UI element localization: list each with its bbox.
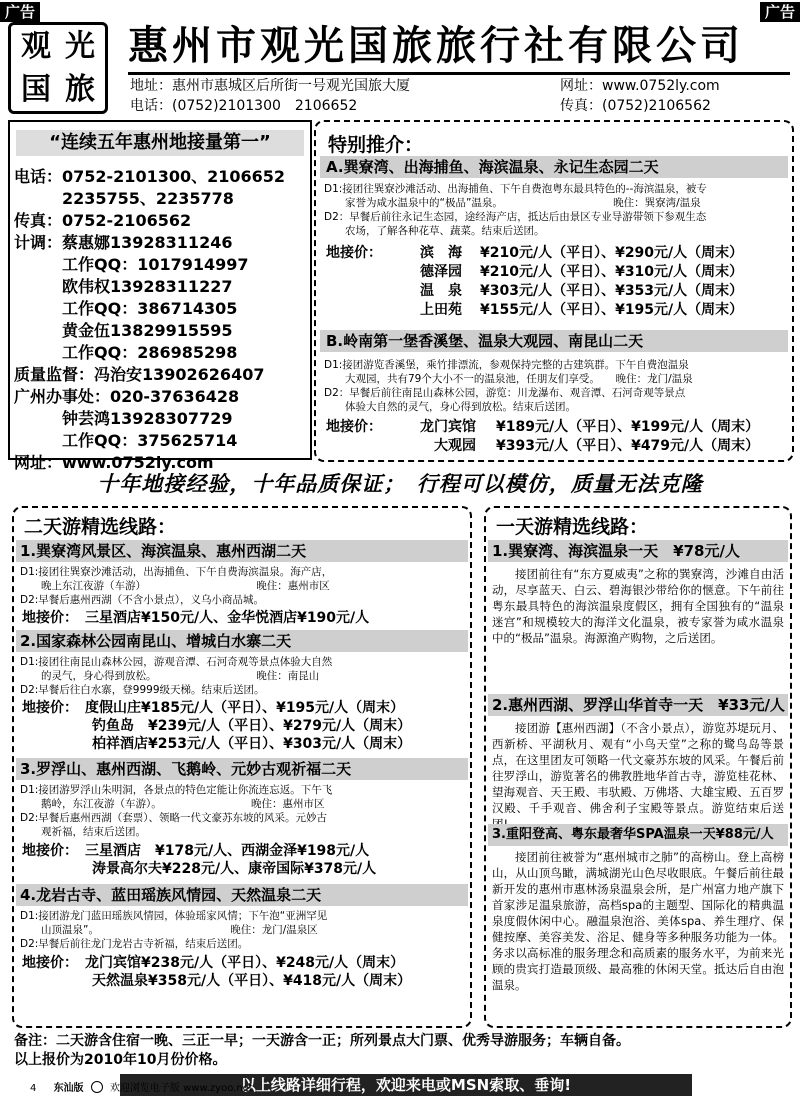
page-footer — [30, 1081, 253, 1096]
company-address: 地址：惠州市惠城区后所街一号观光国旅大厦 — [130, 78, 410, 94]
one-day-tours — [484, 506, 792, 1028]
route-a-title: A.巽寮湾、出海捕鱼、海滨温泉、永记生态园二天 — [320, 156, 788, 178]
contact-line: 黄金伍13829915595 — [14, 321, 233, 340]
special-recommendation — [314, 120, 794, 462]
two-day-route-desc: D1:接团游罗浮山朱明洞，各景点的特色定能让你流连忘返。下午飞 鹅岭，东江夜游（车游）。 晚住：惠州市区 D2:早餐后惠州西湖（套票）、领略一代文豪苏东坡的风采。元妙古 观祈福，结束后送团。 — [20, 784, 333, 838]
contact-line: 广州办事处：020-37636428 — [14, 387, 240, 406]
route-a-prices: 地接价： 滨 海 ¥210元/人（平日）、¥290元/人（周末） 德泽园 ¥210元/人（平日）、¥310元/人（周末） 温 泉 ¥303元/人（平日）、¥353元/人（周末） 上田苑 ¥155元/人（平日）、¥195元/人（周末） — [326, 245, 744, 318]
contact-line: 计调：蔡惠娜13928311246 — [14, 233, 233, 252]
two-day-route-title: 3.罗浮山、惠州西湖、飞鹅岭、元妙古观祈福二天 — [16, 758, 468, 780]
two-day-route-desc: D1:接团游龙门蓝田瑶族风情园，体验瑶家风情；下午泡“亚洲罕见 山顶温泉”。 晚住：龙门/温泉区 D2:早餐后前往龙门龙岩古寺祈福，结束后送团。 — [20, 910, 328, 950]
route-b-desc: D1:接团游览香溪堡，乘竹排漂流，参观保持完整的古建筑群。下午自费泡温泉 大观园，共有79个大小不一的温泉池，任朋友们享受。 晚住：龙门/温泉 D2：早餐后前往南昆山森林公园，游览：川龙瀑布、观音潭、石河奇观等景点 体验大自然的灵气，身心得到放松。结束后送团。 — [324, 359, 693, 413]
contact-panel — [8, 120, 312, 472]
contact-line: 工作QQ：1017914997 — [14, 255, 249, 274]
one-day-route-desc: 接团前往有“东方夏威夷”之称的巽寮湾，沙滩自由活动，尽享蓝天、白云、碧海银沙带给你的惬意。下午前往粤东最具特色的海滨温泉度假区，拥有全国独有的“温泉迷宫”和规模较大的海洋文化温泉，被专家誉为咸水温泉中的“极品”温泉。海源渔产购物，之后送团。 — [492, 567, 784, 645]
one-day-route-desc: 接团前往被誉为“惠州城市之肺”的高榜山。登上高榜山，从山顶鸟瞰，满城湖光山色尽收眼底。午餐后前往最新开发的惠州市惠林汤泉温泉会所，是广州富力地产旗下首家涉足温泉旅游，高档spa的主题型、国际化的精典温泉度假休闲中心。融温泉泡浴、美体spa、养生理疗、保健按摩、美容美发、浴足、健身等多种服务功能为一体。务求以高标准的服务理念和高质素的服务水平，为前来光顾的贵宾打造最顶级、最高雅的休闲天堂。抵达后自由泡温泉。 — [492, 850, 784, 992]
contact-line: 工作QQ：286985298 — [14, 343, 238, 362]
company-fax: 传真：(0752)2106562 — [560, 98, 711, 114]
contact-line: 2235755、2235778 — [14, 189, 234, 208]
slogan: “连续五年惠州地接量第一” — [16, 130, 304, 156]
contact-line: 欧伟权13928311227 — [14, 277, 233, 296]
two-day-route-title: 1.巽寮湾风景区、海滨温泉、惠州西湖二天 — [16, 540, 468, 562]
company-phone: 电话：(0752)2101300 2106652 — [130, 98, 358, 114]
two-day-tours — [12, 506, 472, 1028]
one-day-route-title: 3.重阳登高、粤东最奢华SPA温泉一天¥88元/人 — [488, 824, 788, 846]
contact-line: 钟芸鸿13928307729 — [14, 409, 233, 428]
edition-label: 东汕版 — [53, 1083, 84, 1094]
one-day-title: 一天游精选线路： — [496, 516, 649, 538]
company-name: 惠州市观光国旅旅行社有限公司 — [128, 23, 744, 69]
footer-bar: 以上线路详细行程，欢迎来电或MSN索取、垂询! — [120, 1074, 692, 1096]
slogan-banner: 十年地接经验，十年品质保证； 行程可以模仿，质量无法克隆 — [97, 472, 703, 496]
contact-line: 工作QQ：375625714 — [14, 431, 238, 450]
contact-line: 传真：0752-2106562 — [14, 211, 192, 230]
two-day-title: 二天游精选线路： — [24, 516, 177, 538]
contact-lines — [14, 166, 308, 474]
company-website[interactable]: 网址：www.0752ly.com — [560, 78, 720, 94]
two-day-route-title: 4.龙岩古寺、蓝田瑶族风情园、天然温泉二天 — [16, 884, 468, 906]
one-day-route-title: 2.惠州西湖、罗浮山华首寺一天 ¥33元/人 — [488, 694, 788, 716]
header-divider — [128, 72, 790, 75]
two-day-route-desc: D1:接团往南昆山森林公园，游观音潭、石河奇观等景点体验大自然 的灵气，身心得到放松。 晚住：南昆山 D2:早餐后往白水寨，登9999级天梯。结束后送团。 — [20, 656, 333, 696]
two-day-route-desc: D1:接团往巽寮沙滩活动，出海捕鱼、下午自费海滨温泉。海产店， 晚上东江夜游（车游） 晚住：惠州市区 D2:早餐后惠州西湖（不含小景点），义乌小商品城。 — [20, 566, 333, 606]
contact-line: 网址：www.0752ly.com — [14, 453, 214, 472]
price-note: 备注：二天游含住宿一晚、三正一早；一天游含一正；所列景点大门票、优秀导游服务；车辆自备。 以上报价为2010年10月份价格。 — [14, 1033, 630, 1068]
contact-line: 工作QQ：386714305 — [14, 299, 238, 318]
two-day-route-prices: 地接价： 龙门宾馆¥238元/人（平日）、¥248元/人（周末） 天然温泉¥358元/人（平日）、¥418元/人（周末） — [22, 955, 412, 989]
special-title: 特别推介： — [328, 134, 424, 156]
page-number: 4 — [30, 1083, 37, 1094]
two-day-route-prices: 地接价： 度假山庄¥185元/人（平日）、¥195元/人（周末） 钓鱼岛 ¥239元/人（平日）、¥279元/人（周末） 柏祥酒店¥253元/人（平日）、¥303元/人（周末） — [22, 700, 412, 752]
contact-line: 电话：0752-2101300、2106652 — [14, 167, 286, 186]
two-day-route-title: 2.国家森林公园南昆山、增城白水寨二天 — [16, 630, 468, 652]
company-seal-logo: 观 光 国 旅 — [8, 22, 108, 114]
browse-link[interactable]: 欢迎浏览电子版 www.zyoo.net — [109, 1083, 253, 1094]
route-a-desc: D1:接团往巽寮沙滩活动、出海捕鱼、下午自费泡粤东最具特色的--海滨温泉，被专 家誉为咸水温泉中的“极品”温泉。 晚住：巽寮湾/温泉 D2：早餐后前往永记生态园，途经海产店，抵达后由景区专业导游带领下参观生态 农场，了解各种花草、蔬菜。结束后送团。 — [324, 183, 707, 237]
ad-tag-left: 广告 — [0, 2, 40, 22]
two-day-route-prices: 地接价： 三星酒店¥150元/人、金华悦酒店¥190元/人 — [22, 610, 370, 626]
two-day-route-prices: 地接价： 三星酒店 ¥178元/人、西湖金泽¥198元/人 涛景高尔夫¥228元/人、康帝国际¥378元/人 — [22, 843, 377, 877]
one-day-route-title: 1.巽寮湾、海滨温泉一天 ¥78元/人 — [488, 540, 788, 562]
one-day-route-desc: 接团游【惠州西湖】（不含小景点），游览苏堤玩月、西新桥、平湖秋月、观有“小鸟天堂”之称的鹭鸟岛等景点，在这里团友可领略一代文豪苏东坡的风采。午餐后前往罗浮山，游览著名的佛教胜地华首古寺，游览桂花林、望海观音、天王殿、韦驮殿、万佛塔、大雄宝殿、五百罗汉殿、千手观音、佛舍利子宝殿等景点。游览结束后送 — [492, 721, 784, 815]
browse-icon — [91, 1081, 103, 1093]
route-b-title: B.岭南第一堡香溪堡、温泉大观园、南昆山二天 — [320, 330, 788, 352]
route-b-prices: 地接价： 龙门宾馆 ¥189元/人（平日）、¥199元/人（周末） 大观园 ¥393元/人（平日）、¥479元/人（周末） — [326, 419, 760, 454]
contact-line: 质量监督：冯治安13902626407 — [14, 365, 265, 384]
ad-tag-right: 广告 — [760, 2, 800, 22]
